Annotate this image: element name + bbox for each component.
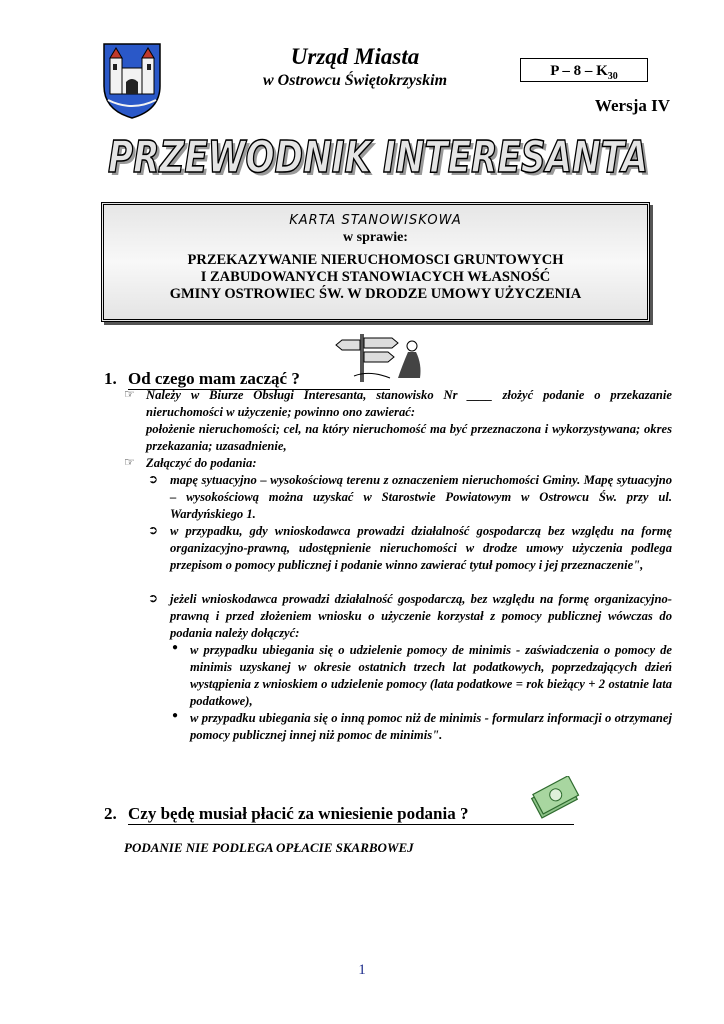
signpost-clipart bbox=[330, 332, 430, 384]
version-label: Wersja IV bbox=[594, 96, 670, 115]
card-kind: KARTA STANOWISKOWA bbox=[289, 213, 462, 228]
section-1-number: 1. bbox=[104, 369, 117, 388]
city-crest-logo bbox=[100, 40, 164, 120]
card-subject-line-1: PRZEKAZYWANIE NIERUCHOMOSCI GRUNTOWYCH bbox=[187, 252, 564, 268]
bullet-icon: ● bbox=[172, 710, 179, 721]
pointing-hand-icon: ☞ bbox=[124, 455, 135, 469]
office-subtitle: w Ostrowcu Świętokrzyskim bbox=[262, 72, 448, 89]
code-subscript: 30 bbox=[607, 71, 618, 82]
guide-banner bbox=[98, 128, 658, 186]
instruction-paragraph-1b: położenie nieruchomości; cel, na który nieruchomość ma być przeznaczona i wykorzystywana; okres przekazania; uzasadnienie, bbox=[146, 422, 672, 453]
attachment-item-2: w przypadku, gdy wnioskodawca prowadzi działalność gospodarczą bez względu na formę organizacyjno-prawną, udostępnienie nieruchomości w drodze umowy użyczenia podlega przepisom o pomocy publicznej i podanie winno zawierać tytuł pomocy i jej przeznaczenie", bbox=[170, 524, 672, 572]
sub-item-1: w przypadku ubiegania się o udzielenie pomocy de minimis - zaświadczenia o pomocy de minimis uzyskanej w okresie ostatnich trzech lat podatkowych, poprzedzających dzień wystąpienia z wnioskiem o udzielenie pomocy (lata podatkowe = rok bieżący + 2 ostatnie lata podatkowe), bbox=[190, 643, 672, 708]
card-subject-line-3: GMINY OSTROWIEC ŚW. W DRODZE UMOWY UŻYCZENIA bbox=[169, 286, 582, 302]
code-main: P – 8 – K bbox=[550, 63, 608, 79]
bullet-icon: ● bbox=[172, 642, 179, 653]
card-subject-line-2: I ZABUDOWANYCH STANOWIACYCH WŁASNOŚĆ bbox=[200, 269, 551, 285]
sub-item-2: w przypadku ubiegania się o inną pomoc niż de minimis - formularz informacji o otrzymanej pomocy publicznej innej niż pomoc de minimis". bbox=[190, 711, 672, 742]
section-2-heading bbox=[104, 804, 574, 825]
section-2-number: 2. bbox=[104, 804, 117, 823]
instruction-paragraph-1: Należy w Biurze Obsługi Interesanta, stanowisko Nr ____ złożyć podanie o przekazanie nieruchomości w użyczenie; powinno ono zawierać: bbox=[146, 388, 672, 419]
office-title: Urząd Miasta bbox=[290, 44, 420, 69]
section-2-title: Czy będę musiał płacić za wniesienie podania ? bbox=[128, 804, 574, 825]
page-number: 1 bbox=[358, 962, 366, 978]
right-arrow-circle-icon: ➲ bbox=[148, 472, 159, 486]
right-arrow-circle-icon: ➲ bbox=[148, 591, 159, 605]
fee-answer: PODANIE NIE PODLEGA OPŁACIE SKARBOWEJ bbox=[124, 840, 414, 855]
banner-text: PRZEWODNIK INTERESANTA bbox=[108, 132, 648, 183]
card-in-matter: w sprawie: bbox=[343, 230, 408, 245]
section-1-title: Od czego mam zacząć ? bbox=[128, 369, 390, 390]
pointing-hand-icon: ☞ bbox=[124, 387, 135, 401]
position-card bbox=[101, 202, 650, 322]
document-code bbox=[520, 58, 648, 82]
banner-shadow: PRZEWODNIK INTERESANTA bbox=[111, 135, 651, 186]
attachments-label: Załączyć do podania: bbox=[146, 456, 257, 470]
attachment-item-1: mapę sytuacyjno – wysokościową terenu z oznaczeniem nieruchomości Gminy. Mapę sytuacyjno – wysokościową można uzyskać w Starostwie Powiatowym w Ostrowcu Św. przy ul. Wardyńskiego 1. bbox=[170, 473, 672, 521]
attachment-item-3: jeżeli wnioskodawca prowadzi działalność gospodarczą, bez względu na formę organizacyjno-prawną i przed złożeniem wniosku o użyczenie korzystał z pomocy publicznej wówczas do podania należy dołączyć: bbox=[170, 592, 672, 640]
right-arrow-circle-icon: ➲ bbox=[148, 523, 159, 537]
